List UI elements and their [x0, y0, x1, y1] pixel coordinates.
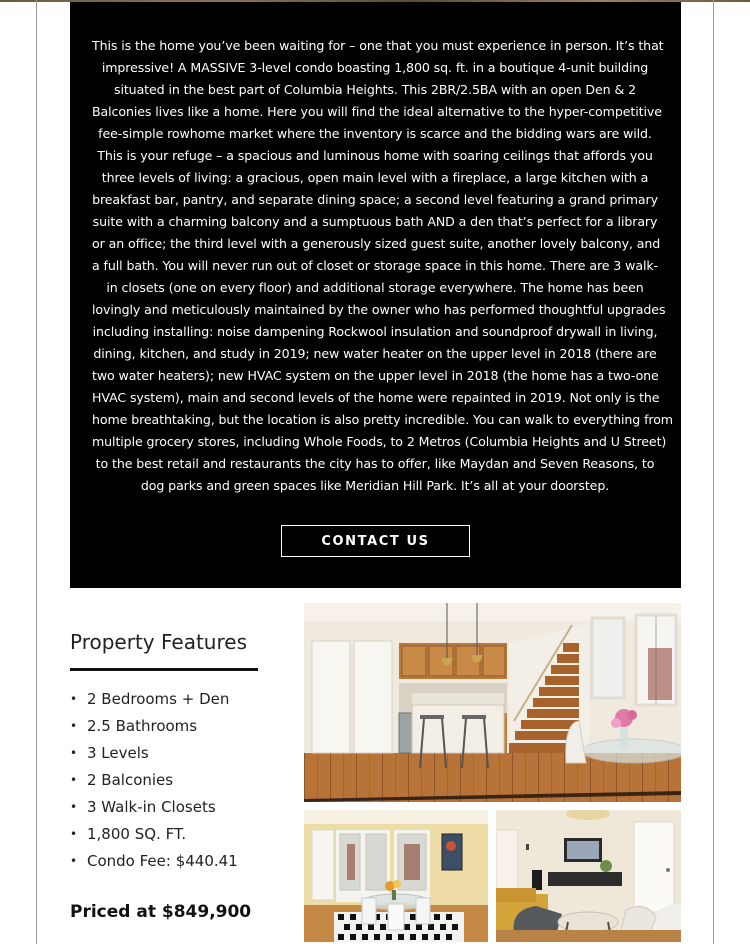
description-line: home breathtaking, but the location is also pretty incredible. You can walk to everything from [92, 412, 673, 427]
description-line: suite with a charming balcony and a sumptuous bath AND a den that’s perfect for a library [92, 214, 658, 229]
description-line: including installing: noise dampening Rockwool insulation and soundproof drywall in living, [92, 324, 658, 339]
feature-item [70, 766, 238, 793]
dining-photo [304, 810, 488, 942]
features-divider [70, 668, 258, 671]
bullet-icon: • [70, 826, 78, 841]
feature-item [70, 820, 238, 847]
description-line: dog parks and green spaces like Meridian Hill Park. It’s all at your doorstep. [140, 478, 610, 493]
kitchen-photo [304, 603, 681, 802]
description-line: lovingly and meticulously maintained by the owner who has performed thoughtful upgrades [92, 302, 666, 317]
description-line: multiple grocery stores, including Whole Foods, to 2 Metros (Columbia Heights and U Street) [92, 434, 667, 449]
description-line: This is the home you’ve been waiting for – one that you must experience in person. It’s that [92, 38, 664, 53]
feature-item [70, 685, 238, 712]
description-line: HVAC system), main and second levels of the home were repainted in 2019. Not only is the [92, 390, 660, 405]
description-line: fee-simple rowhome market where the inventory is scarce and the bidding wars are wild. [98, 126, 652, 141]
description-line: dining, kitchen, and study in 2019; new water heater on the upper level in 2018 (there are [93, 346, 657, 361]
bullet-icon: • [70, 799, 78, 814]
bullet-icon: • [70, 772, 78, 787]
description-line: Balconies lives like a home. Here you will find the ideal alternative to the hyper-competitive [92, 104, 662, 119]
description-line: two water heaters); new HVAC system on the upper level in 2018 (the home has a two-one [92, 368, 659, 383]
description-line: or an office; the third level with a generously sized guest suite, another lovely balcony, and [92, 236, 661, 251]
bullet-icon: • [70, 718, 78, 733]
living-room-photo [496, 810, 681, 942]
feature-item [70, 793, 238, 820]
feature-label: 2 Bedrooms + Den [87, 689, 230, 708]
description-line: breakfast bar, pantry, and separate dining space; a second level featuring a grand primary [92, 192, 658, 207]
bullet-icon: • [70, 691, 78, 706]
description-line: in closets (one on every floor) and additional storage everywhere. The home has been [106, 280, 644, 295]
description-line: impressive! A MASSIVE 3-level condo boasting 1,800 sq. ft. in a boutique 4-unit building [101, 60, 649, 75]
features-list [70, 685, 238, 874]
feature-label: Condo Fee: $440.41 [87, 851, 238, 870]
description-line: to the best retail and restaurants the city has to offer, like Maydan and Seven Reasons, to [95, 456, 655, 471]
description-line: a full bath. You will never run out of closet or storage space in this home. There are 3 walk- [92, 258, 658, 273]
listing-description [92, 35, 673, 497]
feature-label: 3 Walk-in Closets [87, 797, 216, 816]
feature-label: 2 Balconies [87, 770, 174, 789]
price-label: Priced at $849,900 [70, 902, 252, 922]
contact-us-button[interactable]: CONTACT US [281, 525, 470, 557]
description-line: three levels of living: a gracious, open main level with a fireplace, a large kitchen with a [101, 170, 649, 185]
feature-item [70, 739, 238, 766]
feature-item [70, 712, 238, 739]
feature-item [70, 847, 238, 874]
bullet-icon: • [70, 853, 78, 868]
feature-label: 3 Levels [87, 743, 149, 762]
description-line: This is your refuge – a spacious and luminous home with soaring ceilings that affords you [97, 148, 653, 163]
feature-label: 1,800 SQ. FT. [87, 824, 187, 843]
description-line: situated in the best part of Columbia Heights. This 2BR/2.5BA with an open Den & 2 [113, 82, 636, 97]
bullet-icon: • [70, 745, 78, 760]
features-title: Property Features [70, 630, 247, 654]
feature-label: 2.5 Bathrooms [87, 716, 198, 735]
